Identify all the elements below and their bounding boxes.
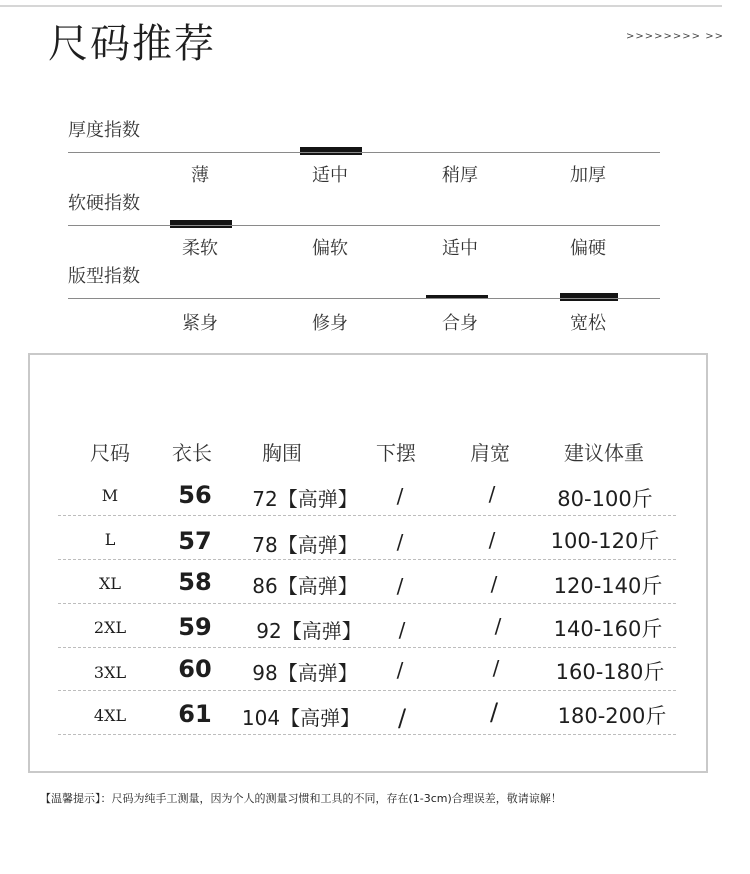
table-row-shoulder: / [489, 698, 499, 726]
table-row-hem: / [397, 704, 407, 732]
thickness-option-medium: 适中 [312, 165, 348, 186]
table-row-shoulder: / [490, 572, 498, 596]
table-row-size: XL [98, 574, 121, 593]
header-hem: 下摆 [376, 441, 416, 465]
row-divider [58, 647, 676, 648]
header-suggested-weight: 建议体重 [564, 441, 644, 465]
table-row-length: 60 [178, 655, 212, 683]
table-row-length: 58 [178, 568, 212, 596]
row-divider [58, 515, 676, 516]
table-row-length: 57 [178, 527, 212, 555]
table-row-shoulder: / [488, 482, 496, 506]
softness-index-title: 软硬指数 [68, 193, 140, 214]
fit-index-title: 版型指数 [68, 266, 140, 287]
header-length: 衣长 [172, 441, 212, 465]
table-row-weight: 100-120斤 [550, 529, 660, 553]
softness-index-scale [68, 225, 660, 226]
fit-option-slim: 修身 [312, 313, 348, 334]
table-row-hem: / [398, 618, 406, 642]
table-row-weight: 180-200斤 [557, 704, 667, 728]
thickness-option-slightly-thick: 稍厚 [442, 165, 478, 186]
table-row-length: 59 [178, 613, 212, 641]
thickness-option-thin: 薄 [191, 165, 209, 186]
table-row-size: 4XL [93, 706, 127, 725]
table-row-length: 56 [178, 481, 212, 509]
row-divider [58, 734, 676, 735]
nav-arrows: >>>>>>>> >> [626, 31, 724, 42]
table-row-weight: 160-180斤 [555, 660, 665, 684]
fit-option-loose: 宽松 [570, 313, 606, 334]
table-row-shoulder: / [488, 528, 496, 552]
thickness-level-marker [300, 147, 362, 155]
table-row-length: 61 [178, 700, 212, 728]
table-row-weight: 120-140斤 [553, 574, 663, 598]
thickness-index-title: 厚度指数 [68, 120, 140, 141]
table-row-size: 2XL [93, 618, 127, 637]
row-divider [58, 559, 676, 560]
fit-index-scale [68, 298, 660, 299]
table-row-size: M [101, 486, 119, 505]
table-row-hem: / [396, 574, 404, 598]
top-divider [0, 5, 722, 7]
table-row-chest: 86【高弹】 [252, 574, 358, 598]
table-row-size: 3XL [93, 663, 127, 682]
thickness-option-thick: 加厚 [570, 165, 606, 186]
table-row-chest: 78【高弹】 [252, 533, 358, 557]
table-row-shoulder: / [492, 656, 500, 680]
table-row-size: L [104, 530, 116, 549]
table-row-hem: / [396, 658, 404, 682]
softness-option-slightly-soft: 偏软 [312, 238, 348, 259]
fit-option-tight: 紧身 [182, 313, 218, 334]
table-row-chest: 92【高弹】 [256, 619, 362, 643]
table-row-hem: / [396, 530, 404, 554]
softness-option-medium: 适中 [442, 238, 478, 259]
table-row-hem: / [396, 484, 404, 508]
row-divider [58, 603, 676, 604]
thickness-index-scale [68, 152, 660, 153]
table-row-weight: 80-100斤 [557, 487, 653, 511]
page-title: 尺码推荐 [48, 21, 216, 67]
table-row-chest: 104【高弹】 [241, 706, 361, 730]
table-row-shoulder: / [494, 614, 502, 638]
header-chest: 胸围 [262, 441, 302, 465]
softness-option-slightly-hard: 偏硬 [570, 238, 606, 259]
fit-level-marker-loose [560, 293, 618, 301]
table-row-weight: 140-160斤 [553, 617, 663, 641]
softness-level-marker [170, 220, 232, 228]
measurement-tip-note: 【温馨提示】：尺码为纯手工测量，因为个人的测量习惯和工具的不同，存在(1-3cm)合理误差，敬请谅解！ [40, 792, 562, 805]
row-divider [58, 690, 676, 691]
header-shoulder: 肩宽 [470, 441, 510, 465]
fit-option-regular: 合身 [442, 313, 478, 334]
softness-option-soft: 柔软 [182, 238, 218, 259]
table-row-chest: 98【高弹】 [252, 661, 358, 685]
header-size: 尺码 [90, 441, 130, 465]
table-row-chest: 72【高弹】 [252, 487, 358, 511]
